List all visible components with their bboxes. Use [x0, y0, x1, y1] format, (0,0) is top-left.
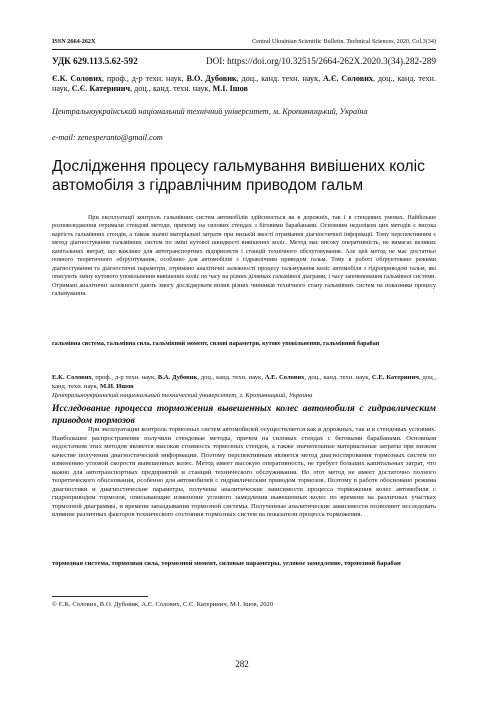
author-name: Є.К. Солових — [52, 74, 103, 83]
author-role: , доц., канд. техн. наук, — [52, 74, 436, 94]
footnote-divider — [52, 596, 148, 597]
email-address[interactable]: e-mail: zenesperanto@gmail.com — [52, 133, 163, 142]
author-name: А.Е. Солових — [264, 374, 305, 381]
authors-ru — [52, 374, 436, 392]
article-title-ru: Исследование процесса торможения вывешенных колес автомобиля с гидравлическим приводом тормозов — [52, 403, 436, 426]
keywords-ru: тормозная система, тормозная сила, тормозной момент, силовые параметры, угловое замедление, тормозной барабан — [52, 560, 401, 567]
issn-label: ISSN 2664-262X — [52, 38, 96, 45]
author-role: , доц., канд. техн. наук, — [236, 74, 323, 83]
author-name: А.Є. Солових — [323, 74, 374, 83]
author-role: , доц., канд. техн. наук, — [130, 84, 213, 94]
doi-link[interactable]: DOI: https://doi.org/10.32515/2664-262X.2020.3(34).282-289 — [205, 56, 436, 66]
author-name: С.Є. Катеринич — [71, 84, 131, 94]
author-role: , доц., канд. техн. наук, — [52, 374, 436, 390]
author-name: М.І. Ішов — [212, 84, 248, 94]
author-role: , проф., д-р техн. наук, — [102, 74, 187, 83]
author-name: Е.К. Солових — [52, 374, 92, 381]
institution-ua: Центральноукраїнський національний технічний університет, м. Кропивницький, Україна — [52, 107, 368, 116]
authors-ua — [52, 74, 436, 95]
author-role: , доц., канд. техн. наук, — [197, 374, 265, 381]
author-name: М.И. Ишов — [99, 382, 134, 390]
author-role: , доц., канд. техн. наук, — [304, 374, 372, 381]
article-title-ua: Дослідження процесу гальмування вивішених коліс автомобіля з гідравлічним приводом гальм — [52, 158, 425, 194]
udk-code: УДК 629.113.5.62-592 — [52, 56, 138, 66]
copyright-note: © Є.К. Солових, В.О. Дубовик, А.Є. Солових, С.Є. Катеринич, М.І. Ішов, 2020 — [52, 601, 274, 608]
abstract-ru: При эксплуатации контроль тормозных систем автомобилей осуществляется как в дорожных, так и в стендовых условиях. Наибольшее распространение получили стендовые методы, причем на силовых стендах с беговыми барабанами. Основным недостатком этих методов является высокая стоимость тормозных стендов, а также значительные материальные затраты при низком качестве получения диагностической информации. Поэтому перспективным является метод диагностирования тормозных систем по изменению угловой скорости вывешенных колес. Метод имеет высокую оперативность, не требует больших капитальных затрат, что важно для автотранспортных предприятий и станций технического обслуживания. Но этот метод не имеет достаточно полного теоретического обоснования, особенно для автомобилей с гидравлическим приводом тормозов. Поэтому в работе обосновано режима диагностики и диагностические параметры, получены аналитические зависимости процесса торможения колес автомобиля с гидроприводом тормозов, описывающие изменение углового замедления вывешенных колес по времени на различных участках тормозной диаграммы, и времени запаздывания тормозной системы. Полученные аналитические зависимости позволяют исследовать влияние различных факторов технического состояния тормозных систем на показатели процесса торможения. — [52, 426, 436, 519]
running-header — [52, 36, 436, 50]
page-number: 282 — [235, 659, 249, 669]
institution-ru: Центральноукраинский национальный технический университет, г. Кропивницкий, Украина — [52, 392, 313, 399]
author-role: , проф., д-р техн. наук, — [91, 374, 158, 381]
author-name: В.О. Дубовик — [186, 74, 237, 83]
keywords-ua: гальмівна система, гальмівна сила, гальмівний момент, силові параметри, кутове уповільнення, гальмівний барабан — [52, 341, 380, 347]
author-name: С.Е. Катеринич — [371, 374, 419, 381]
author-name: В.А. Дубовик — [157, 374, 198, 381]
abstract-ua: При експлуатації контроль гальмівних систем автомобілів здійснюється як в дорожніх, так і в стендових умовах. Найбільше розповсюдження отримали стендові методи, причому на силових стендах з біговими барабанами. Основним недоліком цих методів є висока вартість гальмівних стендів, а також значні матеріальні затрати при низькій якості отримання діагностичної інформації. Тому перспективним є метод діагностування гальмівних систем по зміні кутової швидкості вивішених коліс. Метод має високу оперативність, не вимагає великих капітальних витрат, що важливо для автотранспортних підприємств і станцій технічного обслуговування. Але цей метод не має достатньо повного теоретичного обґрунтування, особливо для автомобілів з гідравлічним приводом гальм. Тому в роботі обґрунтовано режими діагностування та діагностичні параметри, отримано аналітичні залежності процесу гальмування коліс автомобіля з гідроприводом гальм, які описують зміну кутового уповільнення вивішених коліс по часу на різних ділянках гальмівної діаграми, і часу заповнювання гальмівної системи. Отримані аналітичні залежності дають змогу досліджувати вплив різних чинників технічного стану гальмівних систем на показники процесу гальмування. — [52, 215, 436, 298]
journal-title: Central Ukrainian Scientific Bulletin. Technical Sciences, 2020, Col.3(34) — [252, 38, 436, 45]
